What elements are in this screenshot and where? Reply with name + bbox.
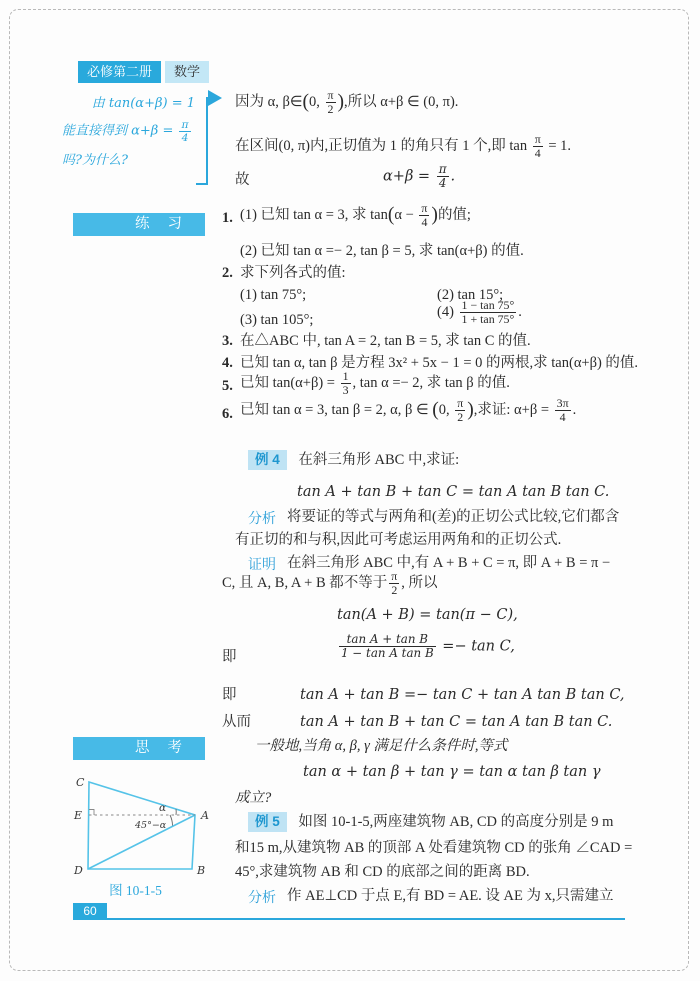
think-label: 思 考 (134, 740, 189, 756)
margin-note-line: 能直接得到 α+β = $\frac{\pi}{4}$ (62, 118, 189, 144)
exercise-number: 2. (222, 265, 233, 281)
practice-header-box (73, 213, 205, 236)
exercise-number: 5. (222, 378, 233, 394)
exercise-line: (3) tan 105°; (240, 312, 314, 328)
intro-connector: 故 (235, 172, 250, 188)
figure-caption: 图 10-1-5 (109, 883, 162, 898)
exercise-number: 1. (222, 210, 233, 226)
exercise-line: 已知 tan α, tan β 是方程 3x² + 5x − 1 = 0 的两根,求 tan(α+β) 的值. (240, 355, 639, 371)
margin-note-line: 吗?为什么? (62, 153, 128, 168)
proof-label: 证明 (248, 556, 276, 572)
intro-line: 因为 α, β∈(0, $\frac{\pi}{2}$ ),所以 α+β ∈ (0, π). (235, 88, 459, 117)
figure-label-angle-top: α (159, 802, 167, 814)
figure-label-E: E (74, 809, 83, 822)
equation-line: tan α + tan β + tan γ = tan α tan β tan γ (303, 764, 601, 780)
page-header (78, 61, 209, 83)
example5-badge: 例 5 (248, 812, 287, 832)
equation-line: tan(A + B) = tan(π − C), (337, 607, 518, 623)
exercise-line: 已知 tan α = 3, tan β = 2, α, β ∈ (0, $\frac{\pi}{2}$ ),求证: α+β = $\frac{3\pi}{4}$ . (240, 396, 577, 425)
figure-label-angle-bottom: 45°−α (135, 820, 167, 831)
example5-header (248, 812, 613, 833)
exercise-line: (1) 已知 tan α = 3, 求 tan(α − $\frac{\pi}{4}$ )的值; (240, 201, 471, 230)
equation-line: $\frac{\text{tan A + tan B}}{\text{1 − tan A tan B}}$ =− tan C, (341, 632, 515, 661)
connector-label: 即 (222, 649, 237, 665)
connector-label: 即 (222, 687, 237, 703)
think-line: 成立? (235, 790, 272, 806)
figure-label-D: D (74, 864, 83, 876)
example4-intro: 在斜三角形 ABC 中,求证: (298, 452, 460, 468)
analysis-line: 将要证的等式与两角和(差)的正切公式比较,它们都含 (287, 509, 620, 525)
example5-line: 和15 m,从建筑物 AB 的顶部 A 处看建筑物 CD 的张角 ∠CAD = (235, 840, 633, 856)
example4-badge: 例 4 (248, 450, 287, 470)
figure-label-B: B (197, 864, 206, 876)
proof-line: C, 且 A, B, A + B 都不等于 $\frac{\pi}{2}$ , 所以 (222, 569, 438, 598)
equation-line: α+β = $\frac{\pi}{4}$ . (383, 162, 456, 191)
angle-arc-45-alpha (170, 815, 173, 826)
exercise-line: (2) 已知 tan α =− 2, tan β = 5, 求 tan(α+β) 的值. (240, 243, 524, 259)
practice-label: 练 习 (134, 216, 189, 232)
example5-line: 如图 10-1-5,两座建筑物 AB, CD 的高度分别是 9 m (298, 814, 614, 830)
equation-line: tan A + tan B =− tan C + tan A tan B tan C, (300, 687, 625, 703)
margin-note-line: 由 tan(α+β) = 1 (91, 96, 195, 111)
exercise-number: 4. (222, 355, 233, 371)
exercise-line: (4) $\frac{1 - \tan 75^\circ}{1 + \tan 75^\circ}$ . (437, 298, 522, 327)
example4-header (248, 450, 459, 471)
analysis-line: 作 AE⊥CD 于点 E,有 BD = AE. 设 AE 为 x,只需建立 (287, 888, 614, 904)
right-angle-mark (89, 810, 94, 816)
equation-line: tan A + tan B + tan C = tan A tan B tan C. (300, 714, 613, 730)
figure-label-C: C (76, 776, 85, 789)
analysis-label: 分析 (248, 510, 276, 526)
exercise-line: (2) tan 15°; (437, 287, 504, 303)
exercise-line: 已知 tan(α+β) = $\frac{1}{3}$ , tan α =− 2, 求 tan β 的值. (240, 369, 510, 398)
analysis-line: 有正切的和与积,因此可考虑运用两角和的正切公式. (235, 532, 562, 548)
example5-line: 45°,求建筑物 AB 和 CD 的底部之间的距离 BD. (235, 864, 530, 880)
think-line: 一般地,当角 α, β, γ 满足什么条件时,等式 (255, 738, 508, 754)
think-header-box (73, 737, 205, 760)
exercise-number: 3. (222, 333, 233, 349)
exercise-number: 6. (222, 406, 233, 422)
figure-10-1-5 (58, 774, 213, 876)
footer-page-number: 60 (73, 903, 107, 920)
exercise-line: 在△ABC 中, tan A = 2, tan B = 5, 求 tan C 的值. (240, 333, 531, 349)
subject-badge: 数学 (165, 61, 209, 83)
connector-label: 从而 (222, 714, 251, 730)
intro-line: 在区间(0, π)内,正切值为 1 的角只有 1 个,即 tan $\frac{\pi}{4}$ = 1. (235, 132, 572, 161)
exercise-line: 求下列各式的值: (240, 265, 346, 281)
volume-badge: 必修第二册 (78, 61, 161, 83)
margin-note-bracket (196, 97, 208, 185)
footer-rule (107, 918, 625, 920)
figure-label-A: A (201, 809, 209, 822)
flag-icon (208, 90, 222, 106)
equation-line: tan A + tan B + tan C = tan A tan B tan C. (297, 484, 610, 500)
exercise-line: (1) tan 75°; (240, 287, 307, 303)
proof-line: 在斜三角形 ABC 中,有 A + B + C = π, 即 A + B = π − (287, 555, 611, 571)
analysis-label: 分析 (248, 889, 276, 905)
